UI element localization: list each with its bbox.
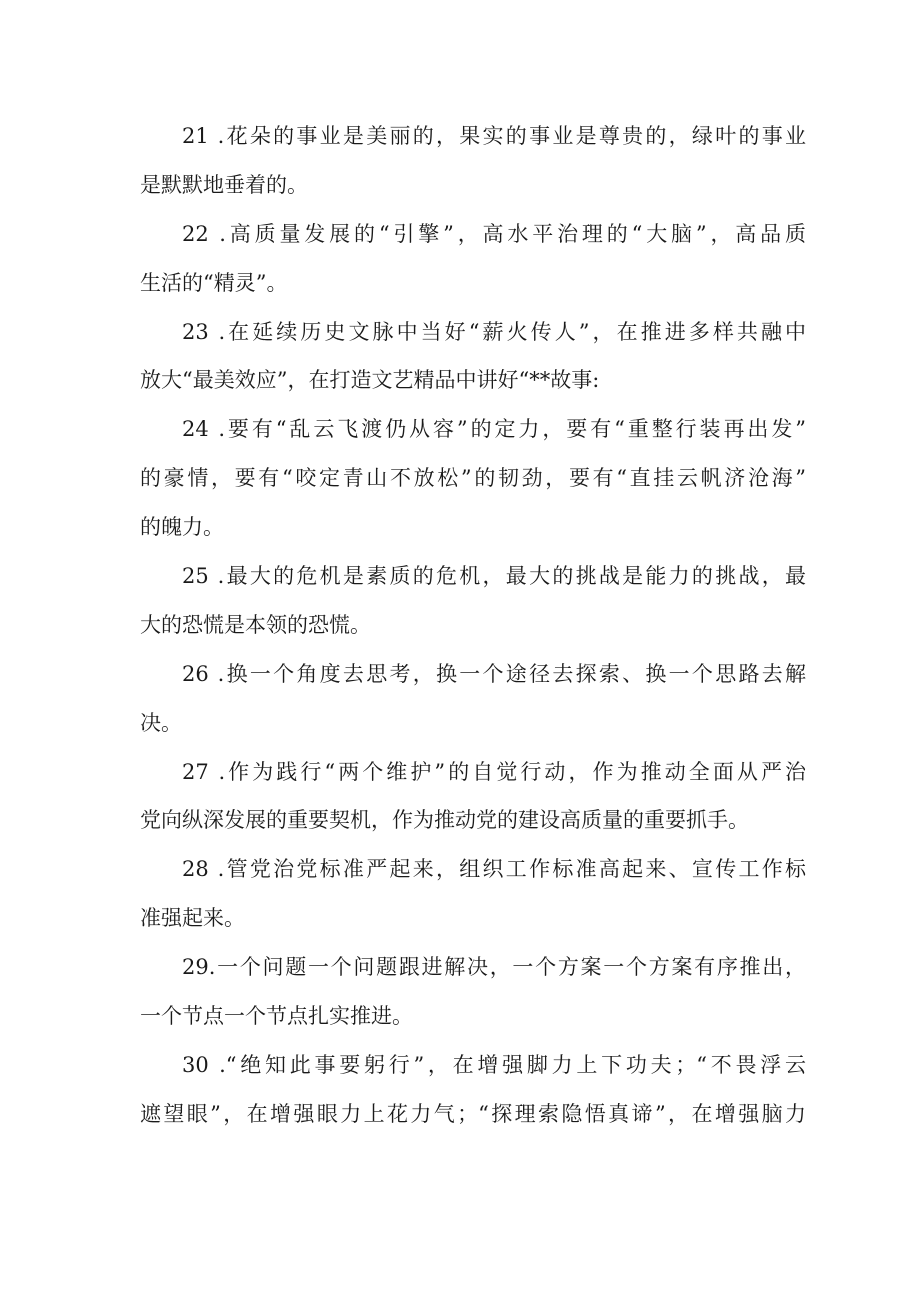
- paragraph-26: [140, 650, 806, 748]
- paragraph-22: [140, 210, 806, 308]
- paragraph-23: [140, 308, 806, 406]
- paragraph-line: 21 .花朵的事业是美丽的，果实的事业是尊贵的，绿叶的事业: [182, 124, 806, 148]
- paragraph-line: 27 .作为践行“两个维护”的自觉行动，作为推动全面从严治: [182, 759, 806, 784]
- paragraph-24: [140, 405, 806, 552]
- paragraph-line: 一个节点一个节点扎实推进。: [140, 1004, 413, 1029]
- paragraph-line: 遮望眼”，在增强眼力上花力气；“探理索隐悟真谛”，在增强脑力: [140, 1101, 806, 1126]
- paragraph-line: 30 .“绝知此事要躬行”，在增强脚力上下功夫；“不畏浮云: [182, 1052, 806, 1077]
- paragraph-line: 的魄力。: [140, 515, 224, 540]
- paragraph-29: [140, 943, 806, 1041]
- document-page: [140, 112, 806, 1139]
- paragraph-line: 决。: [140, 710, 182, 735]
- paragraph-line: 24 .要有“乱云飞渡仍从容”的定力，要有“重整行装再出发”: [182, 417, 806, 442]
- paragraph-line: 党向纵深发展的重要契机，作为推动党的建设高质量的重要抓手。: [140, 808, 749, 833]
- paragraph-30: [140, 1041, 806, 1139]
- paragraph-line: 的豪情，要有“咬定青山不放松”的韧劲，要有“直挂云帆济沧海”: [140, 466, 806, 491]
- paragraph-line: 26 .换一个角度去思考，换一个途径去探索、换一个思路去解: [182, 661, 806, 686]
- paragraph-line: 生活的“精灵”。: [140, 270, 288, 295]
- paragraph-line: 28 .管党治党标准严起来，组织工作标准高起来、宣传工作标: [182, 857, 806, 882]
- paragraph-27: [140, 748, 806, 846]
- paragraph-line: 准强起来。: [140, 906, 245, 931]
- paragraph-line: 29.一个问题一个问题跟进解决，一个方案一个方案有序推出，: [182, 955, 806, 980]
- paragraph-line: 23 .在延续历史文脉中当好“薪火传人”，在推进多样共融中: [182, 319, 806, 344]
- paragraph-line: 25 .最大的危机是素质的危机，最大的挑战是能力的挑战，最: [182, 564, 806, 589]
- paragraph-line: 22 .高质量发展的“引擎”，高水平治理的“大脑”，高品质: [182, 221, 806, 246]
- paragraph-line: 大的恐慌是本领的恐慌。: [140, 612, 371, 637]
- paragraph-line: 是默默地垂着的。: [140, 172, 308, 197]
- paragraph-line: 放大“最美效应”，在打造文艺精品中讲好“**故事:: [140, 368, 600, 393]
- paragraph-28: [140, 845, 806, 943]
- paragraph-25: [140, 552, 806, 650]
- paragraph-21: [140, 112, 806, 210]
